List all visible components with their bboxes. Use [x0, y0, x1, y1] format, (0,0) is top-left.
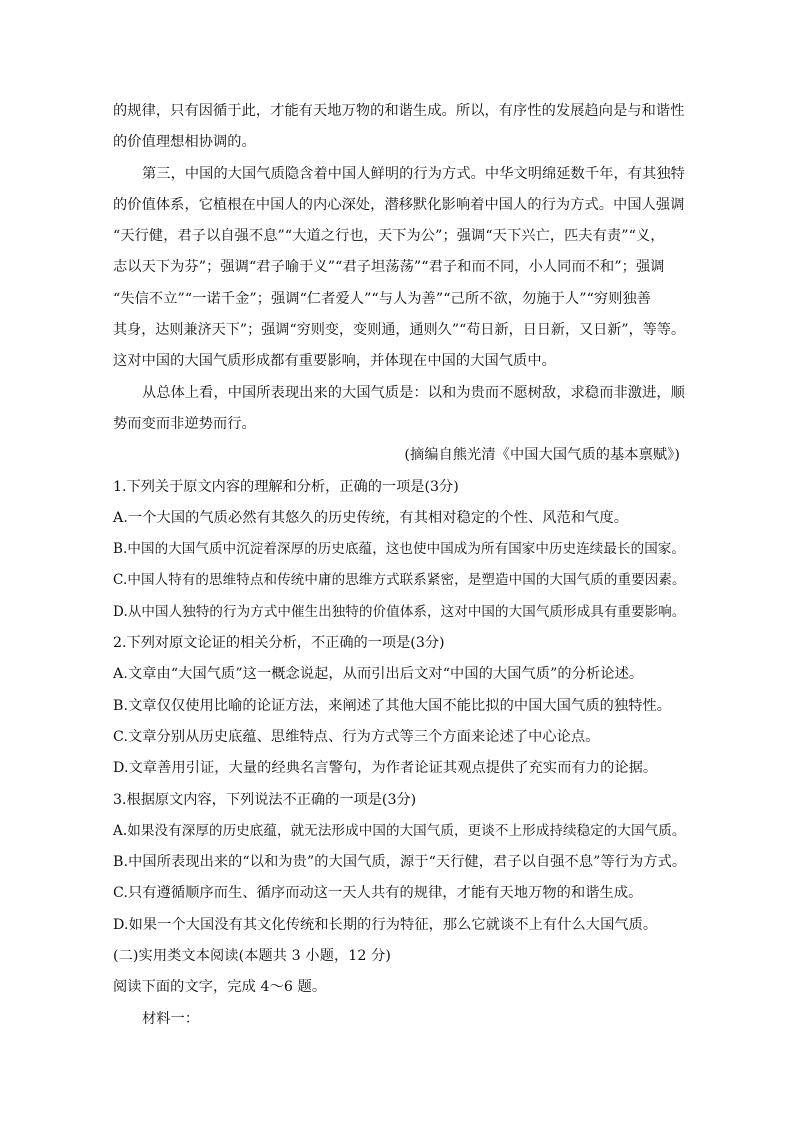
passage-line: “失信不立”“一诺千金”；强调“仁者爱人”“与人为善”“己所不欲，勿施于人”“穷则独善 — [113, 290, 652, 307]
question-2 — [113, 628, 688, 784]
passage-line: 这对中国的大国气质形成都有重要影响，并体现在中国的大国气质中。 — [113, 353, 556, 370]
option-b: B.中国所表现出来的“以和为贵”的大国气质，源于“天行健，君子以自强不息”等行为方式。 — [113, 854, 687, 871]
passage-paragraph-start: 第三，中国的大国气质隐含着中国人鲜明的行为方式。中华文明绵延数千年，有其独特 — [142, 165, 685, 182]
material-label: 材料一： — [142, 1010, 200, 1027]
question-title: 2.下列对原文论证的相关分析，不正确的一项是(3分) — [113, 635, 445, 652]
option-d: D.如果一个大国没有其文化传统和长期的行为特征，那么它就谈不上有什么大国气质。 — [113, 916, 658, 933]
option-a: A.一个大国的气质必然有其悠久的历史传统，有其相对稳定的个性、风范和气度。 — [113, 509, 629, 526]
option-d: D.从中国人独特的行为方式中催生出独特的价值体系，这对中国的大国气质形成具有重要影响。 — [113, 603, 686, 620]
passage-line: 势而变而非逆势而行。 — [113, 415, 256, 432]
option-b: B.文章仅仅使用比喻的论证方法，来阐述了其他大国不能比拟的中国大国气质的独特性。 — [113, 697, 672, 714]
section-2 — [113, 941, 688, 1035]
option-a: A.文章由“大国气质”这一概念说起，从而引出后文对“中国的大国气质”的分析论述。 — [113, 666, 644, 683]
passage — [113, 96, 688, 472]
option-c: C.中国人特有的思维特点和传统中庸的思维方式联系紧密，是塑造中国的大国气质的重要因素。 — [113, 572, 686, 589]
option-a: A.如果没有深厚的历史底蕴，就无法形成中国的大国气质，更谈不上形成持续稳定的大国气质。 — [113, 822, 686, 839]
option-b: B.中国的大国气质中沉淀着深厚的历史底蕴，这也使中国成为所有国家中历史连续最长的国家。 — [113, 541, 686, 558]
option-c: C.文章分别从历史底蕴、思维特点、行为方式等三个方面来论述了中心论点。 — [113, 728, 600, 745]
passage-paragraph-start: 从总体上看，中国所表现出来的大国气质是：以和为贵而不愿树敌，求稳而非激进，顺 — [142, 384, 685, 401]
question-title: 1.下列关于原文内容的理解和分析，正确的一项是(3分) — [113, 478, 459, 495]
passage-source: (摘编自熊光清《中国大国气质的基本禀赋》) — [404, 447, 680, 464]
passage-line: 的规律，只有因循于此，才能有天地万物的和谐生成。所以，有序性的发展趋向是与和谐性 — [113, 103, 685, 119]
option-c: C.只有遵循顺序而生、循序而动这一天人共有的规律，才能有天地万物的和谐生成。 — [113, 885, 643, 902]
passage-line: 志以天下为芬”；强调“君子喻于义”“君子坦荡荡”“君子和而不同，小人同而不和”；强调 — [113, 259, 665, 276]
passage-line: “天行健，君子以自强不息”“大道之行也，天下为公”；强调“天下兴亡，匹夫有责”“义， — [113, 228, 665, 245]
document-page — [113, 96, 688, 1035]
passage-line: 的价值理想相协调的。 — [113, 134, 256, 151]
section-instruction: 阅读下面的文字，完成 4～6 题。 — [113, 979, 327, 996]
section-heading: (二)实用类文本阅读(本题共 3 小题，12 分) — [113, 948, 392, 965]
question-3 — [113, 785, 688, 941]
option-d: D.文章善用引证，大量的经典名言警句，为作者论证其观点提供了充实而有力的论据。 — [113, 760, 658, 777]
question-title: 3.根据原文内容，下列说法不正确的一项是(3分) — [113, 791, 417, 808]
passage-line: 其身，达则兼济天下”；强调“穷则变，变则通，通则久”“苟日新，日日新，又日新”，等等。 — [113, 322, 686, 339]
passage-line: 的价值体系，它植根在中国人的内心深处，潜移默化影响着中国人的行为方式。中国人强调 — [113, 196, 685, 213]
question-1 — [113, 472, 688, 628]
